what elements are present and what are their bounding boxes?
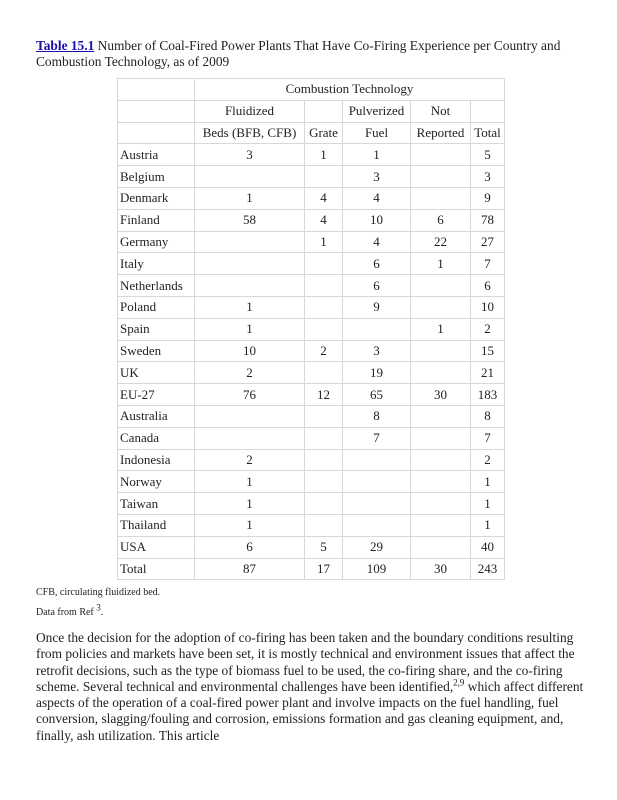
table-cell: 3 <box>343 166 411 188</box>
table-cell: 6 <box>411 209 471 231</box>
table-cell: 10 <box>471 296 505 318</box>
table-row <box>118 493 505 515</box>
table-cell <box>305 427 343 449</box>
table-row <box>118 471 505 493</box>
row-label-cell: Germany <box>118 231 195 253</box>
table-cell: 19 <box>343 362 411 384</box>
source-end: . <box>100 607 104 618</box>
table-cell: Reported <box>411 122 471 144</box>
row-label-cell: Sweden <box>118 340 195 362</box>
table-cell: 27 <box>471 231 505 253</box>
table-cell: 29 <box>343 536 411 558</box>
abbreviation-note: CFB, circulating fluidized bed. <box>36 587 161 598</box>
table-cell: 10 <box>343 209 411 231</box>
table-cell <box>195 405 305 427</box>
row-label-cell: Norway <box>118 471 195 493</box>
table-cell <box>411 187 471 209</box>
table-cell <box>305 253 343 275</box>
table-cell: 6 <box>195 536 305 558</box>
table-row <box>118 384 505 406</box>
row-label-cell: Thailand <box>118 514 195 536</box>
table-cell: 58 <box>195 209 305 231</box>
table-cell: Pulverized <box>343 100 411 122</box>
table-row <box>118 144 505 166</box>
table-cell: 1 <box>195 187 305 209</box>
table-caption <box>36 38 596 70</box>
table-cell: 243 <box>471 558 505 580</box>
table-cell <box>305 362 343 384</box>
table-row <box>118 187 505 209</box>
table-cell: Total <box>471 122 505 144</box>
row-label-cell: Denmark <box>118 187 195 209</box>
body-paragraph <box>36 630 596 744</box>
table-cell: 9 <box>343 296 411 318</box>
table-cell: 78 <box>471 209 505 231</box>
source-note <box>36 602 104 618</box>
table-label-link[interactable]: Table 15.1 <box>36 38 95 53</box>
table-row <box>118 318 505 340</box>
table-cell: 76 <box>195 384 305 406</box>
table-cell <box>305 296 343 318</box>
group-header: Combustion Technology <box>195 79 505 101</box>
row-label-cell: Austria <box>118 144 195 166</box>
table-cell <box>343 471 411 493</box>
row-label-cell: Poland <box>118 296 195 318</box>
table-cell: 2 <box>471 318 505 340</box>
table-cell: 40 <box>471 536 505 558</box>
source-text: Data from Ref <box>36 607 97 618</box>
table-row <box>118 449 505 471</box>
table-row <box>118 536 505 558</box>
table-cell <box>411 405 471 427</box>
table-cell: 7 <box>471 427 505 449</box>
row-label-cell: Netherlands <box>118 275 195 297</box>
table-cell <box>305 318 343 340</box>
table-cell <box>343 493 411 515</box>
table-cell <box>305 405 343 427</box>
table-row <box>118 231 505 253</box>
table-cell <box>305 275 343 297</box>
table-cell: 87 <box>195 558 305 580</box>
table-cell: 2 <box>195 362 305 384</box>
table-cell: 1 <box>471 493 505 515</box>
table-cell <box>411 144 471 166</box>
table-cell: 2 <box>471 449 505 471</box>
table-cell <box>305 166 343 188</box>
source-ref[interactable]: 3 <box>96 602 101 613</box>
table-cell <box>411 166 471 188</box>
table-cell: 1 <box>195 296 305 318</box>
row-label-cell: Australia <box>118 405 195 427</box>
table-cell <box>343 449 411 471</box>
table-row <box>118 405 505 427</box>
table-cell: 8 <box>343 405 411 427</box>
table-cell <box>195 231 305 253</box>
table-row <box>118 427 505 449</box>
table-row <box>118 296 505 318</box>
table-cell: 5 <box>305 536 343 558</box>
table-cell: 30 <box>411 384 471 406</box>
table-cell: 10 <box>195 340 305 362</box>
row-label-cell: UK <box>118 362 195 384</box>
table-cell: 1 <box>471 514 505 536</box>
row-label-cell: EU-27 <box>118 384 195 406</box>
table-cell <box>305 493 343 515</box>
table-cell <box>411 427 471 449</box>
table-cell: 4 <box>343 187 411 209</box>
table-cell: 15 <box>471 340 505 362</box>
body-text-2: which affect different aspects of the operation of a coal-fired power plant and involve impacts on the fuel handling, fuel conversion, slagging/fouling and corrosion, emissions formation and gas cleaning equipment, and, finally, ash utilization. This article <box>36 678 584 743</box>
table-cell <box>305 514 343 536</box>
row-label-cell: Taiwan <box>118 493 195 515</box>
row-label-cell: Total <box>118 558 195 580</box>
body-text-1: Once the decision for the adoption of co-firing has been taken and the boundary conditions resulting from policies and markets have been set, it is mostly technical and environment issues that affect the retrofit decisions, such as the type of biomass fuel to be used, the co-firing share, and the co-firing scheme. Several technical and environmental challenges have been identified, <box>36 630 575 694</box>
table-cell: 1 <box>305 144 343 166</box>
table-cell: Grate <box>305 122 343 144</box>
table-cell <box>195 166 305 188</box>
table-cell: 183 <box>471 384 505 406</box>
row-label-cell <box>118 100 195 122</box>
row-label-cell <box>118 122 195 144</box>
table-cell <box>411 449 471 471</box>
table-cell <box>343 514 411 536</box>
table-cell: 109 <box>343 558 411 580</box>
table-row <box>118 340 505 362</box>
table-cell: 1 <box>343 144 411 166</box>
table-cell: 4 <box>343 231 411 253</box>
table-cell: 5 <box>471 144 505 166</box>
table-cell <box>411 340 471 362</box>
table-row <box>118 166 505 188</box>
table-row <box>118 253 505 275</box>
table-group-header-row <box>118 79 505 101</box>
table-cell: 6 <box>343 253 411 275</box>
row-label-cell: USA <box>118 536 195 558</box>
table-cell <box>195 253 305 275</box>
table-cell: 17 <box>305 558 343 580</box>
table-cell: 7 <box>343 427 411 449</box>
table-cell <box>305 100 343 122</box>
table-cell: 65 <box>343 384 411 406</box>
table-cell: 6 <box>343 275 411 297</box>
table-cell: 1 <box>195 471 305 493</box>
table-header-row <box>118 122 505 144</box>
table-cell: 3 <box>343 340 411 362</box>
table-cell: 1 <box>195 514 305 536</box>
table-cell: 1 <box>411 253 471 275</box>
table-row <box>118 558 505 580</box>
table-cell <box>411 296 471 318</box>
table-row <box>118 362 505 384</box>
table-cell: 7 <box>471 253 505 275</box>
table-cell <box>343 318 411 340</box>
table-row <box>118 514 505 536</box>
table-cell <box>305 471 343 493</box>
table-cell: 4 <box>305 209 343 231</box>
table-row <box>118 209 505 231</box>
caption-text: Number of Coal-Fired Power Plants That Have Co-Firing Experience per Country and Combustion Technology, as of 2009 <box>36 38 561 69</box>
coal-plants-table <box>117 78 505 580</box>
table-cell <box>118 79 195 101</box>
table-cell: 6 <box>471 275 505 297</box>
table-cell: 2 <box>195 449 305 471</box>
row-label-cell: Belgium <box>118 166 195 188</box>
table-cell: 1 <box>305 231 343 253</box>
row-label-cell: Finland <box>118 209 195 231</box>
table-cell <box>411 514 471 536</box>
citation-refs[interactable]: 2,9 <box>453 677 465 688</box>
table-cell <box>195 275 305 297</box>
table-cell: 1 <box>411 318 471 340</box>
table-cell <box>411 471 471 493</box>
table-cell: 1 <box>471 471 505 493</box>
row-label-cell: Italy <box>118 253 195 275</box>
table-cell: 30 <box>411 558 471 580</box>
table-cell <box>411 362 471 384</box>
table-cell: 1 <box>195 318 305 340</box>
table-cell <box>411 536 471 558</box>
table-cell <box>411 275 471 297</box>
table-cell: 3 <box>195 144 305 166</box>
row-label-cell: Canada <box>118 427 195 449</box>
table-cell <box>411 493 471 515</box>
table-header-row <box>118 100 505 122</box>
table-cell: 22 <box>411 231 471 253</box>
table-cell: 21 <box>471 362 505 384</box>
table-cell: Not <box>411 100 471 122</box>
table-cell: 12 <box>305 384 343 406</box>
table-cell: 8 <box>471 405 505 427</box>
row-label-cell: Spain <box>118 318 195 340</box>
table-cell: 1 <box>195 493 305 515</box>
table-cell: 2 <box>305 340 343 362</box>
table-cell: Beds (BFB, CFB) <box>195 122 305 144</box>
table-cell: Fluidized <box>195 100 305 122</box>
row-label-cell: Indonesia <box>118 449 195 471</box>
table-cell: 3 <box>471 166 505 188</box>
table-cell: 4 <box>305 187 343 209</box>
table-cell <box>195 427 305 449</box>
table-cell: Fuel <box>343 122 411 144</box>
table-row <box>118 275 505 297</box>
table-cell <box>471 100 505 122</box>
table-cell <box>305 449 343 471</box>
table-cell: 9 <box>471 187 505 209</box>
